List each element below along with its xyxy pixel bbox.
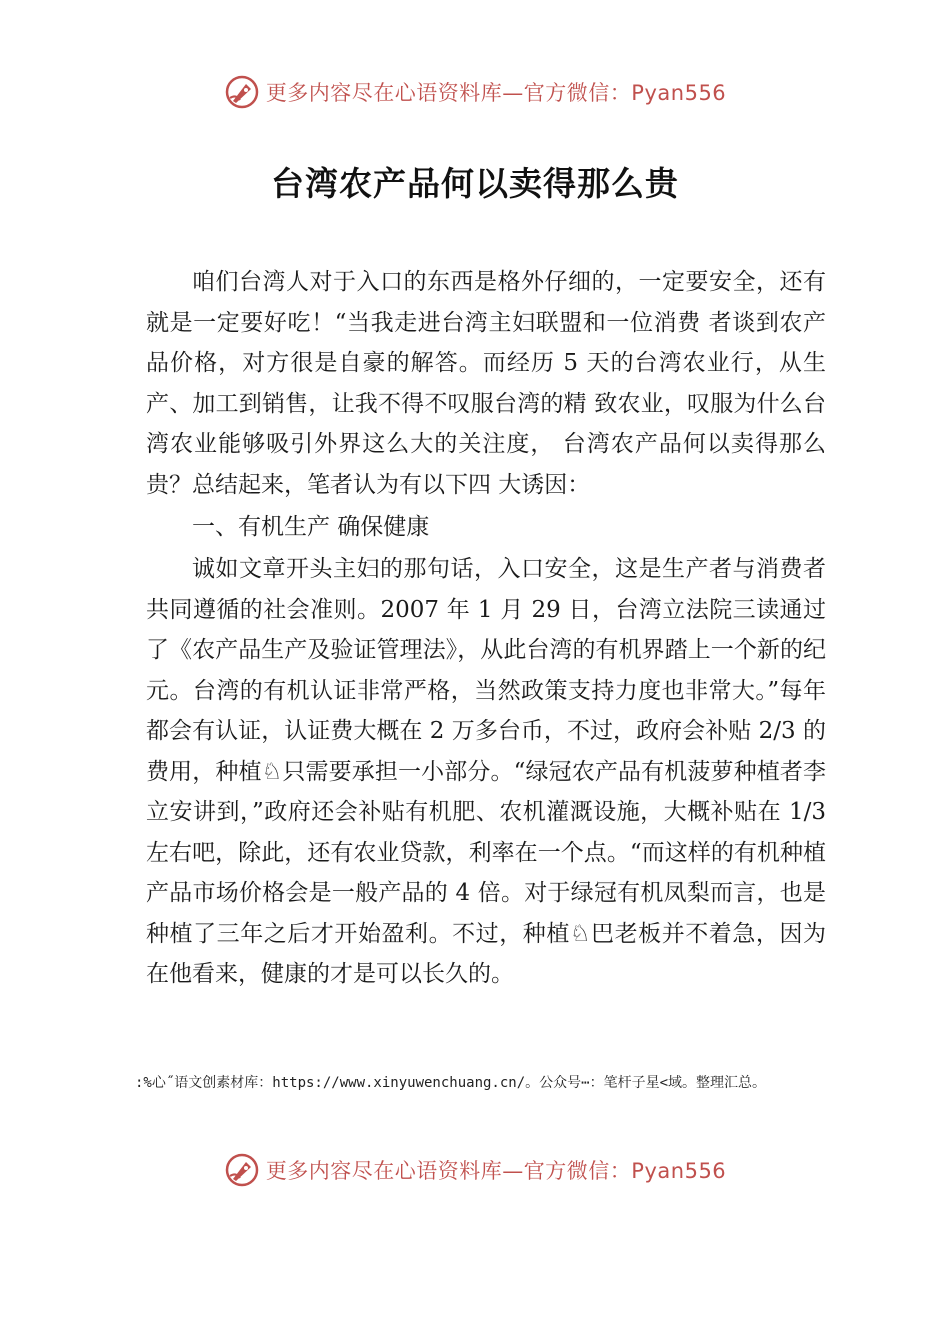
pen-nib-logo-icon: [224, 74, 260, 110]
footer-banner-text: 更多内容尽在心语资料库—官方微信：Pyan556: [265, 1159, 727, 1183]
body-paragraph: 诚如文章开头主妇的那句话，入口安全，这是生产者与消费者共同遵循的社会准则。2007 年 1 月 29 日，台湾立法院三读通过了《农产品生产及验证管理法》，从此台湾的有机界踏上一个新的纪元。台湾的有机认证非常严格，当然政策支持力度也非常大。”每年都会有认证，认证费大概在 2 万多台币，不过，政府会补贴 2/3 的费用，种植♘只需要承担一小部分。“绿冠农产品有机菠萝种植者李立安讲到，”政府还会补贴有机肥、农机灌溉设施，大概补贴在 1/3 左右吧，除此，还有农业贷款，利率在一个点。“而这样的有机种植产品市场价格会是一般产品的 4 倍。对于绿冠有机凤梨而言，也是种植了三年之后才开始盈利。不过，种植♘巴老板并不着急，因为在他看来，健康的才是可以长久的。: [146, 556, 826, 987]
header-banner-text: 更多内容尽在心语资料库—官方微信：Pyan556: [265, 81, 727, 105]
section-heading: 一、有机生产 确保健康: [192, 514, 430, 540]
header-banner: [0, 72, 950, 112]
body-paragraph: 咱们台湾人对于入口的东西是格外仔细的，一定要安全，还有就是一定要好吃！“当我走进台湾主妇联盟和一位消费 者谈到农产品价格，对方很是自豪的解答。而经历 5 天的台湾农业行，从生产、加工到销售，让我不得不叹服台湾的精 致农业，叹服为什么台湾农业能够吸引外界这么大的关注度， 台湾农产品何以卖得那么贵？总结起来，笔者认为有以下四 大诱因：: [146, 269, 826, 498]
footer-banner: [0, 1150, 950, 1190]
document-title: 台湾农产品何以卖得那么贵: [271, 164, 679, 203]
source-footnote: :%心˝语文创素材库：https://www.xinyuwenchuang.cn/。公众号⋯：笔杆子星<域。整理汇总。: [135, 1075, 767, 1091]
document-body: [146, 262, 826, 995]
pen-nib-logo-icon: [224, 1152, 260, 1188]
